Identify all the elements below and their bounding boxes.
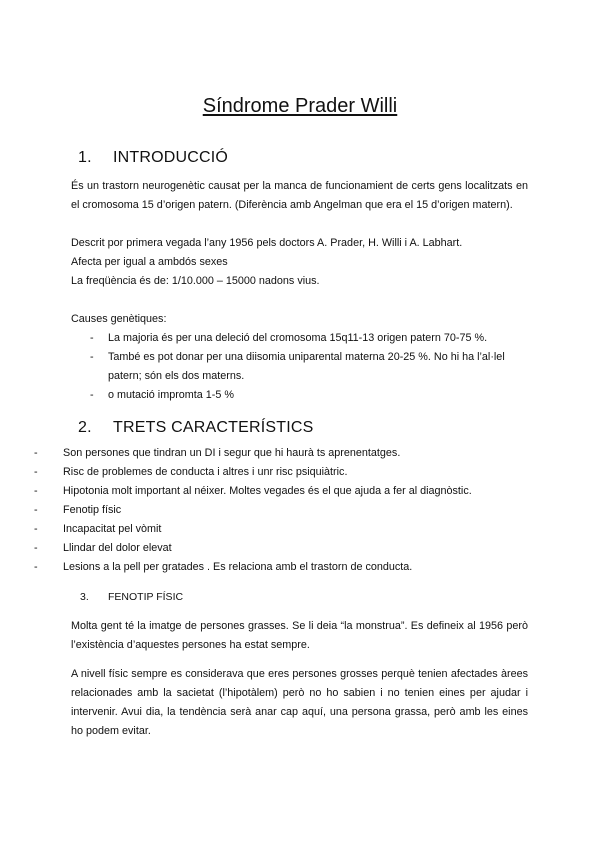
bullet-dash: -	[90, 351, 94, 363]
bullet-dash: -	[34, 447, 38, 459]
intro-paragraph: És un trastorn neurogenètic causat per la manca de funcionamient de certs gens localitzats en el cromosoma 15 d’origen patern. (Diferència amb Angelman que era el 15 d’origen matern).	[71, 180, 528, 211]
section-title: INTRODUCCIÓ	[113, 149, 229, 166]
traits-item-text: Hipotonia molt important al néixer. Moltes vegades és el que ajuda a fer al diagnòstic.	[63, 485, 472, 497]
intro-line: La freqüència és de: 1/10.000 – 15000 nadons vius.	[71, 275, 320, 287]
bullet-dash: -	[90, 332, 94, 344]
bullet-dash: -	[34, 466, 38, 478]
intro-line: Afecta per igual a ambdós sexes	[71, 256, 228, 268]
bullet-dash: -	[34, 523, 38, 535]
phenotype-paragraph: Molta gent té la imatge de persones grasses. Se li deia “la monstrua”. Es defineix al 1956 però l’existència d’aquestes persones ha estat sempre.	[71, 620, 528, 651]
section-number: 2.	[78, 419, 92, 436]
causes-list-item	[90, 386, 530, 405]
causes-list-item	[90, 348, 530, 386]
section-number: 1.	[78, 149, 92, 166]
bullet-dash: -	[34, 485, 38, 497]
section-title: TRETS CARACTERÍSTICS	[113, 419, 314, 436]
causes-item-text: La majoria és per una deleció del cromosoma 15q11-13 origen patern 70-75 %.	[108, 332, 488, 344]
intro-line: Descrit por primera vegada l’any 1956 pels doctors A. Prader, H. Willi i A. Labhart.	[71, 237, 463, 249]
causes-list-item	[90, 329, 530, 348]
bullet-dash: -	[34, 542, 38, 554]
causes-label: Causes genètiques:	[71, 313, 167, 325]
traits-item-text: Lesions a la pell per gratades . Es relaciona amb el trastorn de conducta.	[63, 561, 413, 573]
traits-item-text: Risc de problemes de conducta i altres i unr risc psiquiàtric.	[63, 466, 348, 478]
bullet-dash: -	[34, 504, 38, 516]
document-title: Síndrome Prader Willi	[202, 95, 398, 117]
traits-item-text: Son persones que tindran un DI i segur que hi haurà ts aprenentatges.	[63, 447, 401, 459]
section-heading-introduccio	[78, 148, 228, 168]
section-heading-fenotip	[80, 590, 183, 604]
section-heading-trets	[78, 418, 313, 438]
bullet-dash: -	[90, 389, 94, 401]
causes-item-text: o mutació impromta 1-5 %	[108, 389, 235, 401]
traits-item-text: Fenotip físic	[63, 504, 122, 516]
traits-item-text: Llindar del dolor elevat	[63, 542, 172, 554]
traits-item-text: Incapacitat pel vòmit	[63, 523, 162, 535]
phenotype-paragraph: A nivell físic sempre es considerava que eres persones grosses perquè tenien afectades àrees relacionades amb la sacietat (l’hipotàlem) però no ho sabien i no tenien eines per ajudar i intervenir. Avui dia, la tendència serà anar cap aquí, una persona grassa, però amb les eines ho podem evitar.	[71, 668, 528, 737]
section-number: 3.	[80, 591, 89, 603]
causes-item-text: També es pot donar per una diisomia uniparental materna 20-25 %. No hi ha l’al·lel patern; són els dos materns.	[108, 351, 505, 382]
bullet-dash: -	[34, 561, 38, 573]
section-title: FENOTIP FÍSIC	[108, 591, 184, 603]
